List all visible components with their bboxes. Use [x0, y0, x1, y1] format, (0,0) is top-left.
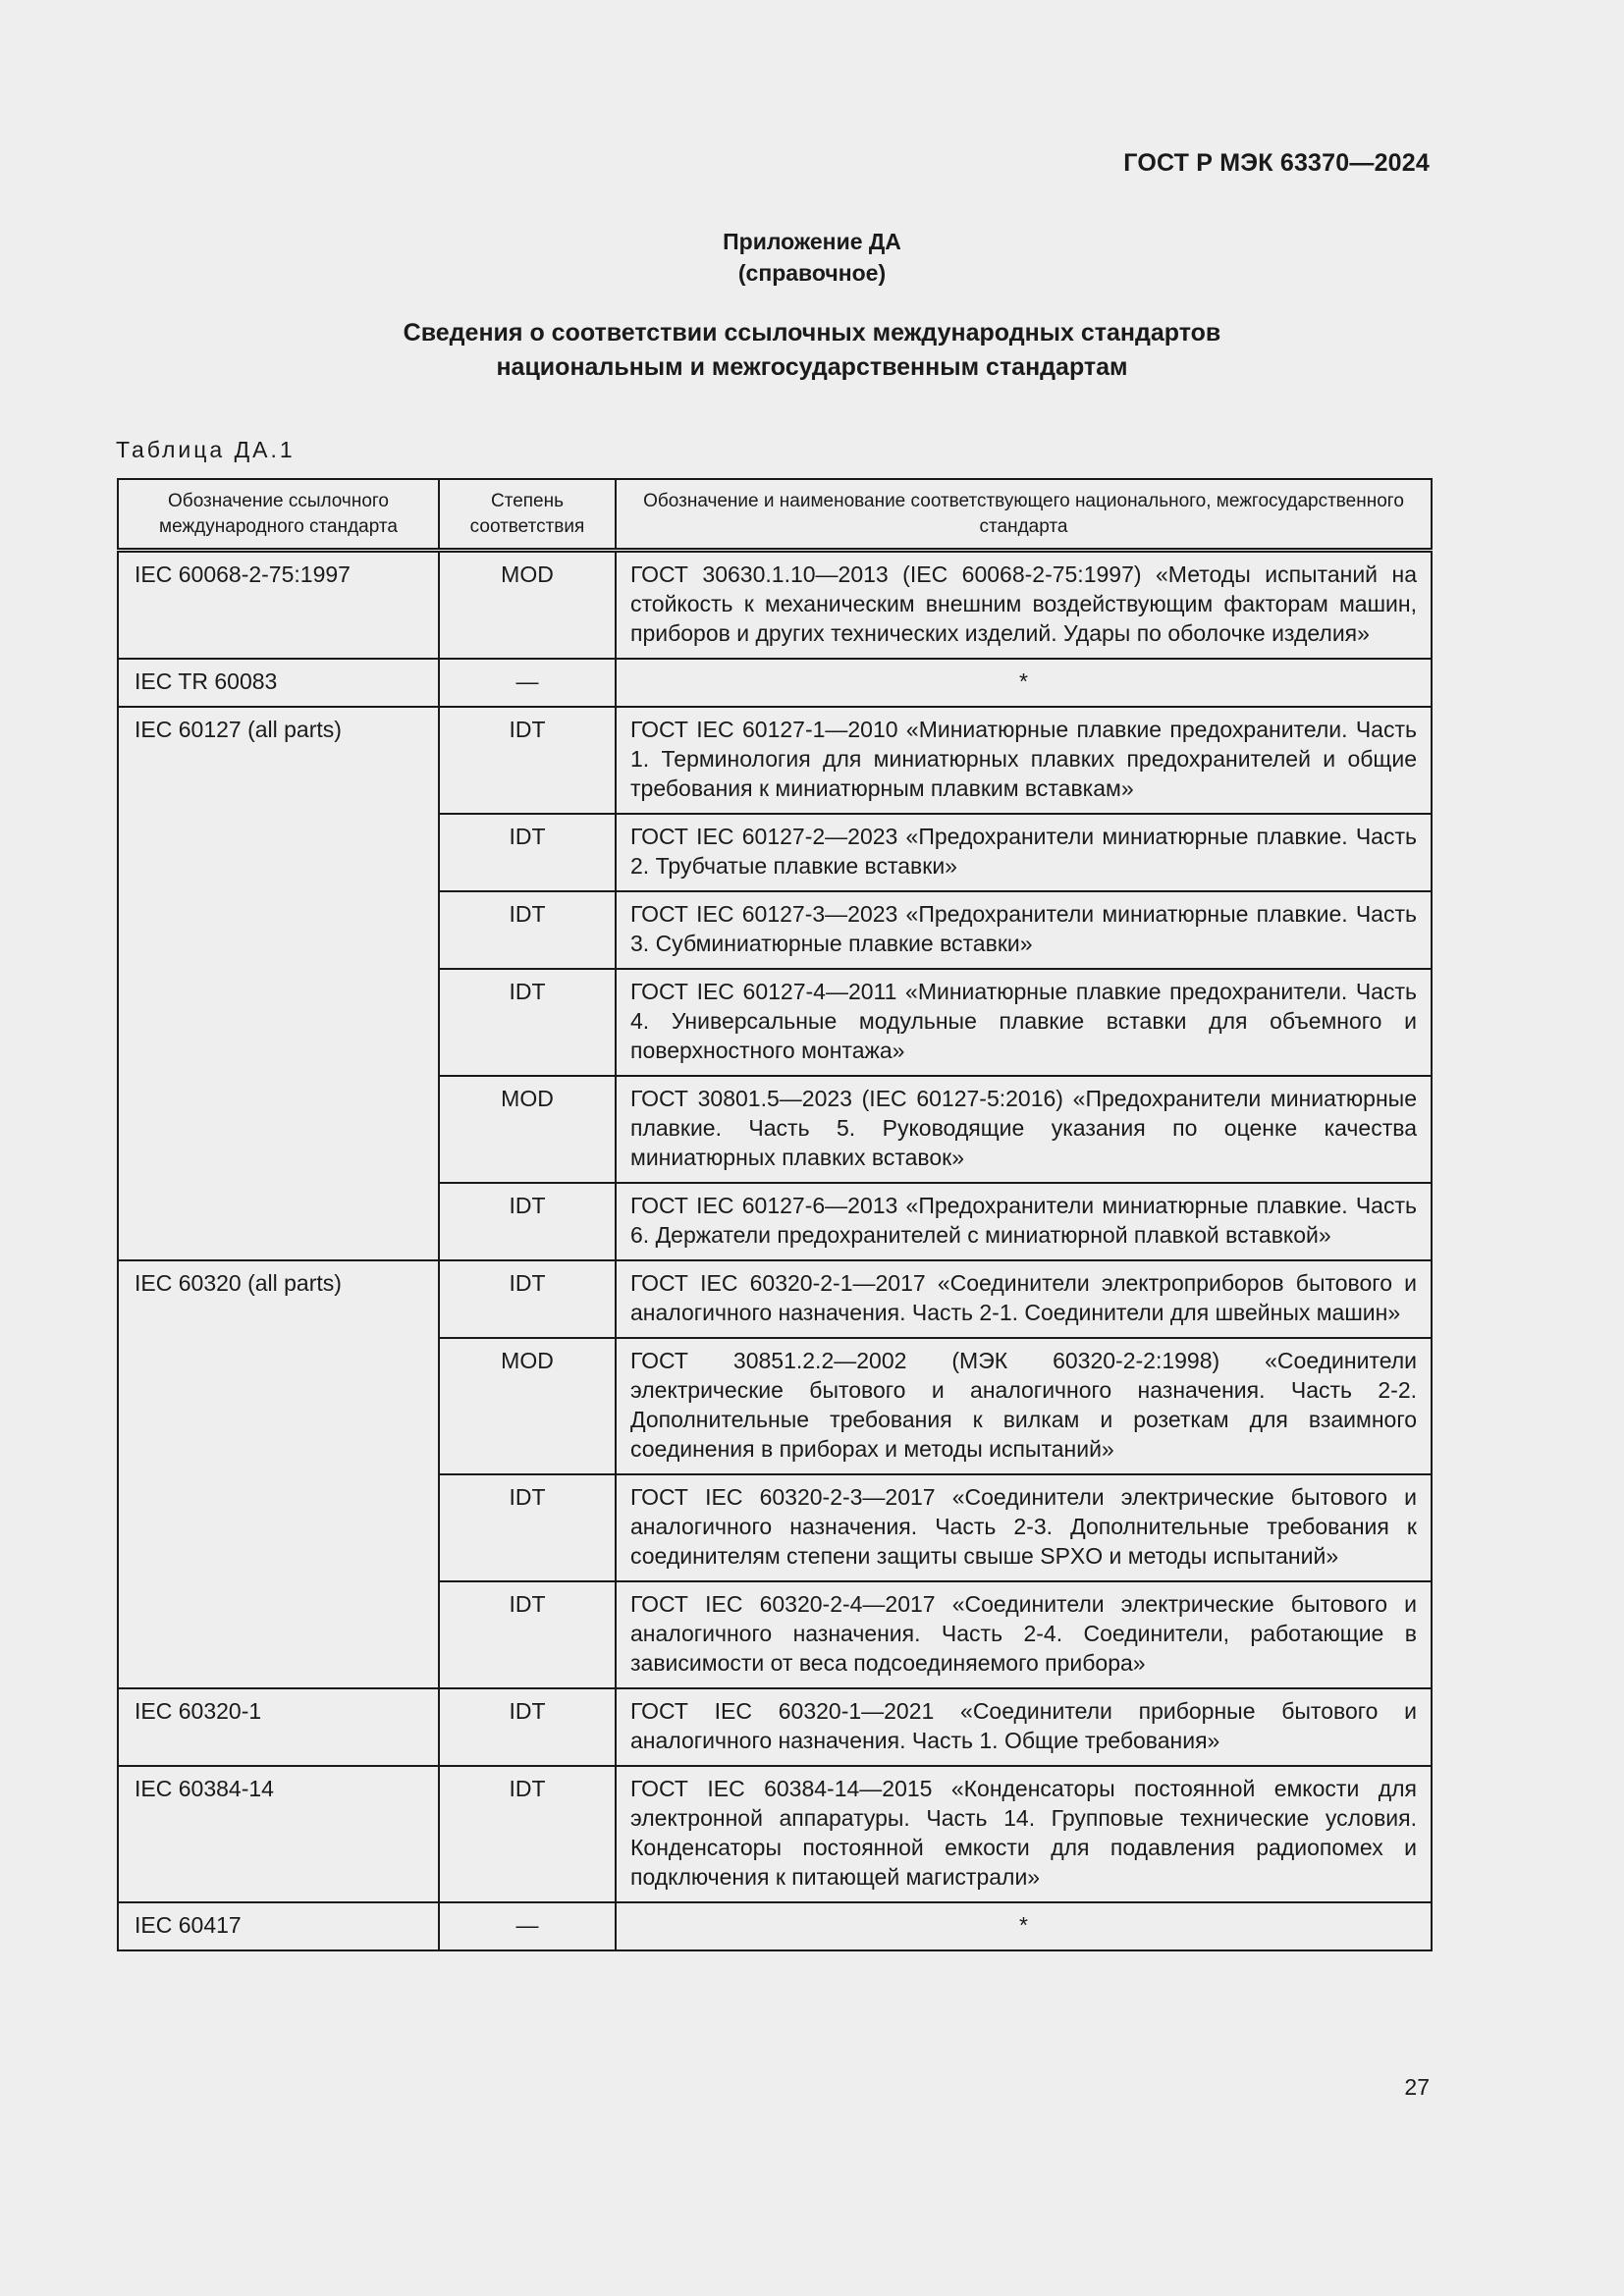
annex-subtitle: (справочное): [737, 260, 887, 286]
degree-cell: IDT: [439, 969, 616, 1076]
annex-heading: [0, 316, 1624, 385]
table-row: [118, 551, 1432, 660]
international-standard-cell: IEC 60384-14: [118, 1766, 439, 1902]
column-header-national: Обозначение и наименование соответствующего национального, межгосударственного стандарта: [616, 479, 1432, 551]
national-standard-cell: ГОСТ IEC 60127-4—2011 «Миниатюрные плавкие предохранители. Часть 4. Универсальные модульные плавкие вставки для объемного и поверхностного монтажа»: [616, 969, 1432, 1076]
national-standard-cell: ГОСТ IEC 60320-1—2021 «Соединители приборные бытового и аналогичного назначения. Часть 1. Общие требования»: [616, 1688, 1432, 1766]
national-standard-cell: ГОСТ IEC 60320-2-4—2017 «Соединители электрические бытового и аналогичного назначения. Часть 2-4. Соединители, работающие в зависимости от веса подсоединяемого прибора»: [616, 1581, 1432, 1688]
annex-title: Приложение ДА: [723, 229, 901, 254]
degree-cell: IDT: [439, 707, 616, 814]
correspondence-table: [117, 478, 1433, 1951]
international-standard-cell: IEC 60127 (all parts): [118, 707, 439, 1260]
national-standard-cell: ГОСТ IEC 60127-1—2010 «Миниатюрные плавкие предохранители. Часть 1. Терминология для миниатюрных плавких предохранителей и общие требования к миниатюрным плавким вставкам»: [616, 707, 1432, 814]
degree-cell: IDT: [439, 891, 616, 969]
table-row: [118, 707, 1432, 814]
international-standard-cell: IEC 60068-2-75:1997: [118, 551, 439, 660]
international-standard-cell: IEC 60320-1: [118, 1688, 439, 1766]
annex-heading-line-2: национальным и межгосударственным стандартам: [496, 353, 1128, 381]
degree-cell: IDT: [439, 814, 616, 891]
international-standard-cell: IEC 60320 (all parts): [118, 1260, 439, 1688]
national-standard-cell: ГОСТ IEC 60320-2-1—2017 «Соединители электроприборов бытового и аналогичного назначения. Часть 2-1. Соединители для швейных машин»: [616, 1260, 1432, 1338]
degree-cell: —: [439, 659, 616, 707]
national-standard-cell: ГОСТ IEC 60127-6—2013 «Предохранители миниатюрные плавкие. Часть 6. Держатели предохранителей с миниатюрной плавкой вставкой»: [616, 1183, 1432, 1260]
degree-cell: MOD: [439, 1076, 616, 1183]
international-standard-cell: IEC TR 60083: [118, 659, 439, 707]
degree-cell: MOD: [439, 1338, 616, 1474]
national-standard-cell: ГОСТ 30851.2.2—2002 (МЭК 60320-2-2:1998) «Соединители электрические бытового и аналогичного назначения. Часть 2-2. Дополнительные требования к вилкам и розеткам для взаимного соединения в приборах и методы испытаний»: [616, 1338, 1432, 1474]
document-code: ГОСТ Р МЭК 63370—2024: [1123, 149, 1430, 177]
table-row: [118, 659, 1432, 707]
national-standard-cell: ГОСТ IEC 60127-3—2023 «Предохранители миниатюрные плавкие. Часть 3. Субминиатюрные плавкие вставки»: [616, 891, 1432, 969]
national-standard-cell: *: [616, 659, 1432, 707]
national-standard-cell: ГОСТ IEC 60384-14—2015 «Конденсаторы постоянной емкости для электронной аппаратуры. Часть 14. Групповые технические условия. Конденсаторы постоянной емкости для подавления радиопомех и подключения к питающей магистрали»: [616, 1766, 1432, 1902]
national-standard-cell: ГОСТ IEC 60320-2-3—2017 «Соединители электрические бытового и аналогичного назначения. Часть 2-3. Дополнительные требования к соединителям степени защиты свыше SPXO и методы испытаний»: [616, 1474, 1432, 1581]
table-row: [118, 1688, 1432, 1766]
degree-cell: IDT: [439, 1183, 616, 1260]
table-row: [118, 1260, 1432, 1338]
annex-heading-line-1: Сведения о соответствии ссылочных международных стандартов: [403, 319, 1221, 347]
national-standard-cell: ГОСТ IEC 60127-2—2023 «Предохранители миниатюрные плавкие. Часть 2. Трубчатые плавкие вставки»: [616, 814, 1432, 891]
table-caption: Таблица ДА.1: [116, 437, 296, 462]
table-header-row: [118, 479, 1432, 551]
page-number: 27: [1404, 2074, 1430, 2100]
degree-cell: IDT: [439, 1688, 616, 1766]
table-row: [118, 1902, 1432, 1950]
column-header-international: Обозначение ссылочного международного стандарта: [118, 479, 439, 551]
degree-cell: —: [439, 1902, 616, 1950]
degree-cell: IDT: [439, 1766, 616, 1902]
column-header-degree: Степень соответствия: [439, 479, 616, 551]
national-standard-cell: ГОСТ 30801.5—2023 (IEC 60127-5:2016) «Предохранители миниатюрные плавкие. Часть 5. Руководящие указания по оценке качества миниатюрных плавких вставок»: [616, 1076, 1432, 1183]
table-row: [118, 1766, 1432, 1902]
national-standard-cell: *: [616, 1902, 1432, 1950]
national-standard-cell: ГОСТ 30630.1.10—2013 (IEC 60068-2-75:1997) «Методы испытаний на стойкость к механическим внешним воздействующим факторам машин, приборов и других технических изделий. Удары по оболочке изделия»: [616, 551, 1432, 660]
degree-cell: MOD: [439, 551, 616, 660]
degree-cell: IDT: [439, 1474, 616, 1581]
international-standard-cell: IEC 60417: [118, 1902, 439, 1950]
degree-cell: IDT: [439, 1581, 616, 1688]
degree-cell: IDT: [439, 1260, 616, 1338]
